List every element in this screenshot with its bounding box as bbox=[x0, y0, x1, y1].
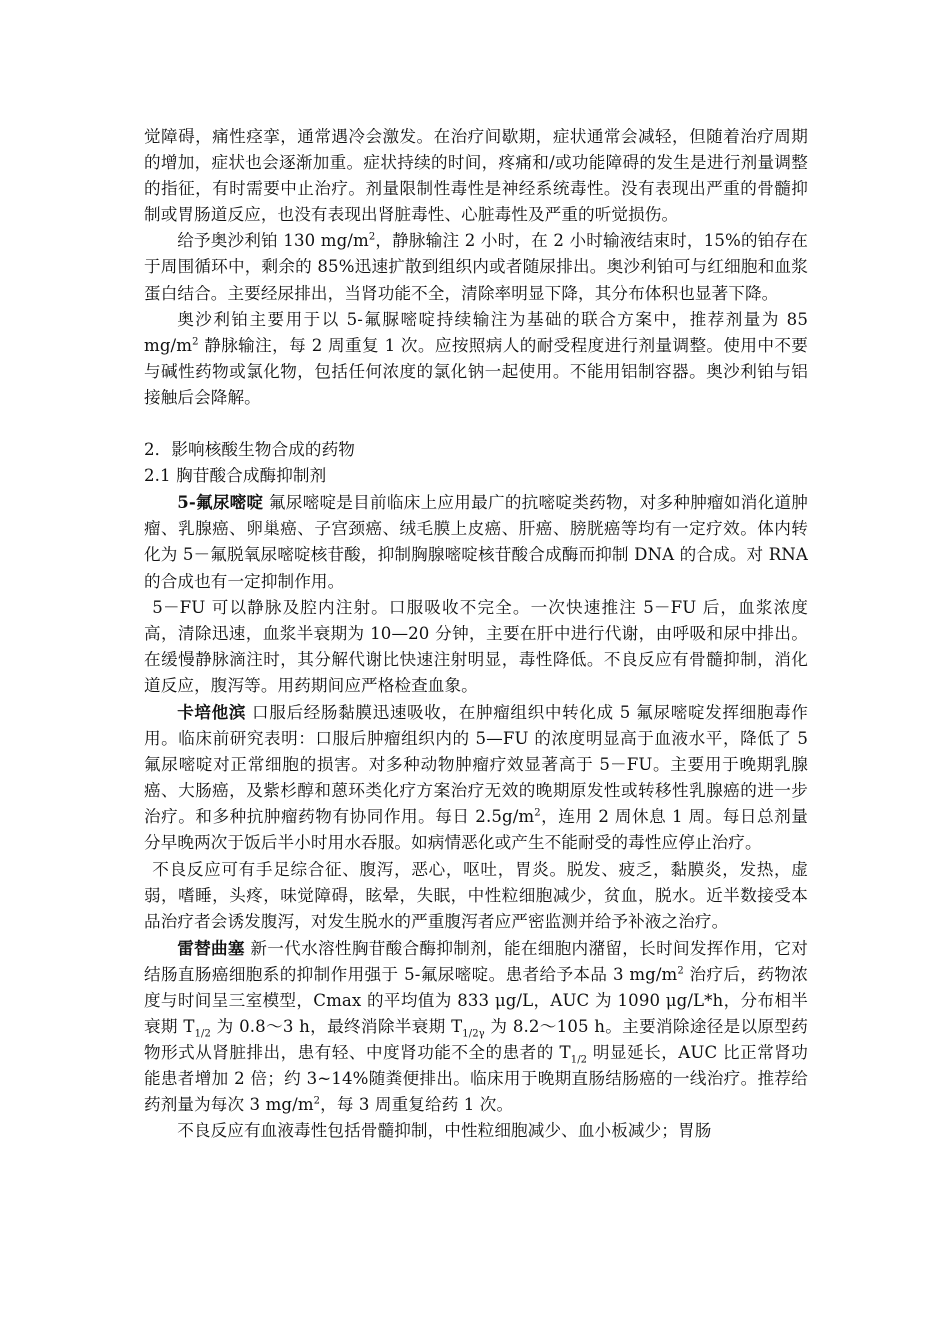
text-run: 明显延长，AUC 比正常肾功能患者增加 2 倍；约 3~14%随粪便排出。临床用于晚期直肠结肠癌的一线治疗。推荐给药剂量为每次 3 mg/m bbox=[144, 1043, 808, 1115]
text-run: 为 0.8～3 h，最终消除半衰期 T bbox=[211, 1017, 463, 1037]
superscript: 2 bbox=[368, 231, 376, 243]
superscript: 2 bbox=[192, 336, 199, 348]
paragraph-neurotoxicity: 觉障碍，痛性痉挛，通常遇冷会激发。在治疗间歇期，症状通常会减轻，但随着治疗周期的增加，症状也会逐渐加重。症状持续的时间，疼痛和/或功能障碍的发生是进行剂量调整的指征，有时需要中止治疗。剂量限制性毒性是神经系统毒性。没有表现出严重的骨髓抑制或胃肠道反应，也没有表现出肾脏毒性、心脏毒性及严重的听觉损伤。 bbox=[144, 127, 808, 225]
paragraph-oxaliplatin-pharmacokinetics bbox=[144, 228, 808, 306]
drug-name-fluorouracil: 5-氟尿嘧啶 bbox=[177, 492, 264, 513]
paragraph-fluorouracil-pharmacokinetics: 5－FU 可以静脉及腔内注射。口服吸收不完全。一次快速推注 5－FU 后，血浆浓度高，清除迅速，血浆半衰期为 10—20 分钟，主要在肝中进行代谢，由呼吸和尿中排出。在缓慢静脉滴注时，其分解代谢比快速注射明显，毒性降低。不良反应有骨髓抑制，消化道反应，腹泻等。用药期间应严格检查血象。 bbox=[144, 597, 808, 695]
text-run: ，连用 2 周休息 1 周。每日总剂量分早晚两次于饭后半小时用水吞服。如病情恶化或产生不能耐受的毒性应停止治疗。 bbox=[144, 807, 808, 853]
text-run: ，每 3 周重复给药 1 次。 bbox=[320, 1095, 514, 1115]
section-heading: 2．影响核酸生物合成的药物 bbox=[144, 440, 355, 460]
text-run: 氟尿嘧啶是目前临床上应用最广的抗嘧啶类药物，对多种肿瘤如消化道肿瘤、乳腺癌、卵巢癌、子宫颈癌、绒毛膜上皮癌、肝癌、膀胱癌等均有一定疗效。体内转化为 5－氟脱氧尿嘧啶核苷酸，抑制胸腺嘧啶核苷酸合成酶而抑制 DNA 的合成。对 RNA 的合成也有一定抑制作用。 bbox=[144, 493, 808, 591]
paragraph-capecitabine bbox=[144, 699, 808, 857]
text-run: 给予奥沙利铂 130 mg/m bbox=[177, 231, 369, 251]
text-run: ，静脉输注 2 小时，在 2 小时输液结束时，15%的铂存在于周围循环中，剩余的 85%迅速扩散到组织内或者随尿排出。奥沙利铂可与红细胞和血浆蛋白结合。主要经尿排出，当肾功能不全，清除率明显下降，其分布体积也显著下降。 bbox=[144, 231, 808, 303]
paragraph-oxaliplatin-usage bbox=[144, 307, 808, 411]
text-run: 为 8.2～105 h。主要消除途径是以原型药物形式从肾脏排出，患有轻、中度肾功能不全的患者的 T bbox=[144, 1017, 808, 1063]
subscript: 1/2 bbox=[194, 1028, 211, 1040]
superscript: 2 bbox=[313, 1095, 321, 1107]
superscript: 2 bbox=[534, 807, 541, 819]
subscript: 1/2 bbox=[570, 1054, 588, 1066]
subscript: 1/2γ bbox=[462, 1028, 485, 1040]
document-body bbox=[144, 124, 808, 1145]
blank-line bbox=[144, 411, 808, 437]
text-run: 治疗后，药物浓度与时间呈三室模型，Cmax 的平均值为 833 μg/L，AUC 为 1090 μg/L*h，分布相半衰期 T bbox=[144, 964, 809, 1037]
paragraph-fluorouracil bbox=[144, 489, 808, 594]
paragraph-raltitrexed bbox=[144, 935, 808, 1119]
text-run: 口服后经肠黏膜迅速吸收，在肿瘤组织中转化成 5 氟尿嘧啶发挥细胞毒作用。临床前研究表明：口服后肿瘤组织内的 5—FU 的浓度明显高于血液水平，降低了 5 氟尿嘧啶对正常细胞的损害。对多种动物肿瘤疗效显著高于 5－FU。主要用于晚期乳腺癌、大肠癌，及紫杉醇和蒽环类化疗方案治疗无效的晚期原发性或转移性乳腺癌的进一步治疗。和多种抗肿瘤药物有协同作用。每日 2.5g/m bbox=[144, 702, 808, 827]
subsection-heading: 2.1 胸苷酸合成酶抑制剂 bbox=[144, 466, 327, 486]
paragraph-capecitabine-adverse: 不良反应可有手足综合征、腹泻，恶心，呕吐，胃炎。脱发、疲乏，黏膜炎，发热，虚弱，嗜睡，头疼，味觉障碍，眩晕，失眠，中性粒细胞减少，贫血，脱水。近半数接受本品治疗者会诱发腹泻，对发生脱水的严重腹泻者应严密监测并给予补液之治疗。 bbox=[144, 859, 808, 931]
text-run: 静脉输注，每 2 周重复 1 次。应按照病人的耐受程度进行剂量调整。使用中不要与碱性药物或氯化物，包括任何浓度的氯化钠一起使用。不能用铝制容器。奥沙利铂与铝接触后会降解。 bbox=[144, 335, 808, 407]
text-run: 新一代水溶性胸苷酸合酶抑制剂，能在细胞内潴留，长时间发挥作用，它对结肠直肠癌细胞系的抑制作用强于 5-氟尿嘧啶。患者给予本品 3 mg/m bbox=[144, 938, 808, 984]
paragraph-raltitrexed-adverse: 不良反应有血液毒性包括骨髓抑制，中性粒细胞减少、血小板减少；胃肠 bbox=[177, 1121, 712, 1141]
superscript: 2 bbox=[677, 965, 684, 977]
drug-name-capecitabine: 卡培他滨 bbox=[177, 701, 247, 722]
drug-name-raltitrexed: 雷替曲塞 bbox=[177, 937, 245, 958]
text-run: 奥沙利铂主要用于以 5-氟脲嘧啶持续输注为基础的联合方案中，推荐剂量为 85 mg/m bbox=[144, 309, 808, 355]
